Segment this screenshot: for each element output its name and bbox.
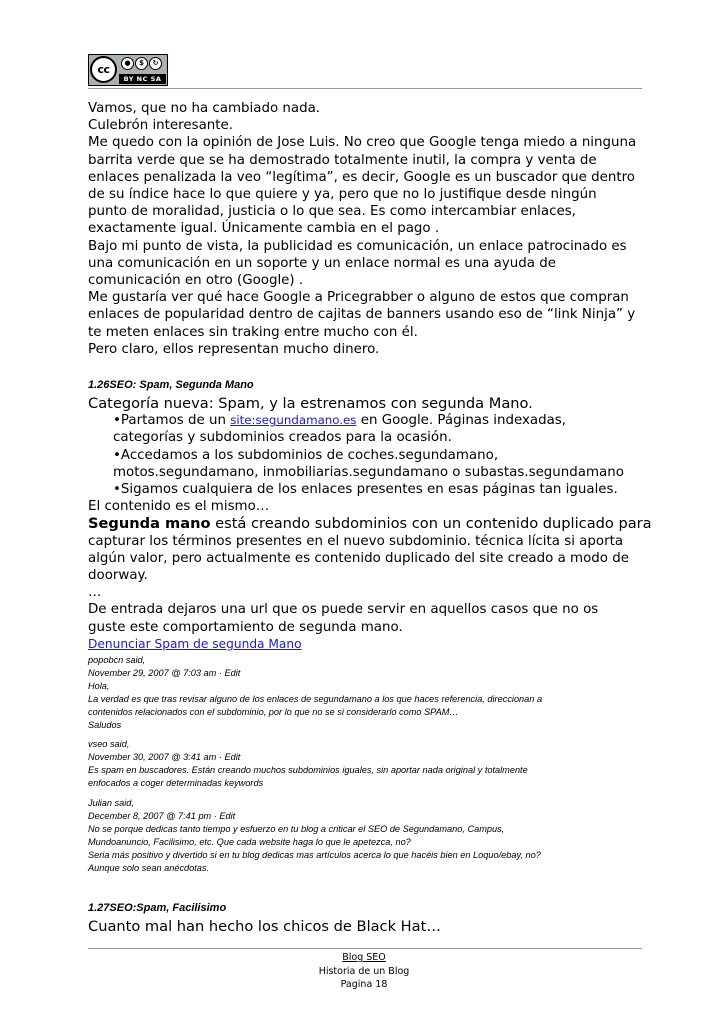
section-lead: Cuanto mal han hecho los chicos de Black Hat… [88, 918, 441, 935]
text-line: … [88, 585, 102, 601]
creative-commons-badge[interactable] [88, 54, 168, 86]
text-line: enlaces de popularidad dentro de cajitas de banners usando eso de “link Ninja” y [88, 307, 636, 323]
bullet-item: •Accedamos a los subdominios de coches.segundamano, [113, 447, 499, 463]
text-line: Segunda mano está creando subdominios con un contenido duplicado para [88, 515, 652, 533]
comment-text: Mundoanuncio, Facilisimo, etc. Que cada website haga lo que le apetezca, no? [88, 836, 411, 847]
comment-meta[interactable]: November 29, 2007 @ 7:03 am · Edit [88, 667, 241, 678]
text-line: Vamos, que no ha cambiado nada. [88, 101, 321, 116]
text-line: De entrada dejaros una url que os puede servir en aquellos casos que no os [88, 602, 599, 618]
section-1-26 [88, 378, 658, 392]
bullet-continuation: categorías y subdominios creados para la ocasión. [113, 430, 452, 446]
comment-3 [88, 797, 658, 874]
report-spam-link[interactable]: Denunciar Spam de segunda Mano [88, 636, 302, 651]
comment-text: La verdad es que tras revisar alguno de los enlaces de segundamano a los que haces referencia, direccionan a [88, 693, 543, 704]
text-line: de su índice hace lo que quiere y ya, pero que no lo justifique desde ningún [88, 187, 597, 203]
section-title: 1.26SEO: Spam, Segunda Mano [88, 379, 254, 391]
text-line: punto de moralidad, justicia o lo que sea. Es como intercambiar enlaces, [88, 204, 576, 220]
intro-text [88, 100, 658, 358]
comment-text: Seria más positivo y divertido si en tu blog dedicas mas artículos acerca lo que hacéis bien en Loquo/ebay, no? [88, 849, 541, 860]
comment-text: enfocados a coger determinadas keywords [88, 777, 264, 788]
section-title: 1.27SEO:Spam, Facilisimo [88, 902, 227, 914]
by-icon: ● [121, 57, 134, 70]
footer-subtitle: Historia de un Blog [318, 965, 410, 977]
comment-text: Es spam en buscadores. Están creando muchos subdominios iguales, sin aportar nada original y totalmente [88, 764, 528, 775]
comment-meta[interactable]: November 30, 2007 @ 3:41 am · Edit [88, 751, 241, 762]
text-line: capturar los términos presentes en el nuevo subdominio. técnica lícita si aporta [88, 533, 624, 549]
comment-author: vseo said, [88, 739, 130, 749]
bullet-item: •Partamos de un site:segundamano.es en Google. Páginas indexadas, [113, 413, 567, 429]
report-line [88, 636, 658, 653]
footer-blog-link[interactable]: Blog SEO [342, 952, 386, 963]
comment-author: Julian said, [88, 798, 134, 808]
text-line: Me gustaría ver qué hace Google a Pricegrabber o alguno de estos que compran [88, 290, 629, 306]
comment-text: Hola, [88, 680, 110, 691]
section-1-27 [88, 901, 658, 915]
text-line: doorway. [88, 568, 148, 584]
comment-2 [88, 738, 658, 790]
header-divider [88, 88, 642, 89]
sa-icon: ↻ [149, 57, 162, 70]
comment-text: No se porque dedicas tanto tiempo y esfuerzo en tu blog a criticar el SEO de Segundamano, Campus, [88, 823, 505, 834]
text-line: exactamente igual. Únicamente cambia en el pago . [88, 221, 440, 237]
bullet-item: •Sigamos cualquiera de los enlaces presentes en esas páginas tan iguales. [113, 482, 618, 498]
footer-divider [88, 948, 642, 949]
bold-lead: Segunda mano [88, 515, 211, 533]
text-line: guste este comportamiento de segunda mano. [88, 619, 403, 635]
page-footer [288, 951, 440, 992]
section-lead: Categoría nueva: Spam, y la estrenamos con segunda Mano. [88, 395, 533, 412]
text-line: Culebrón interesante. [88, 118, 234, 134]
site-search-link[interactable]: site:segundamano.es [230, 413, 357, 428]
text-line: Me quedo con la opinión de Jose Luis. No creo que Google tenga miedo a ninguna [88, 135, 637, 151]
text-line: comunicación en otro (Google) . [88, 273, 304, 289]
comment-text: Saludos [88, 719, 122, 730]
cc-icon: cc [90, 56, 117, 83]
text-line: barrita verde que se ha demostrado totalmente inutil, la compra y venta de [88, 152, 597, 168]
text-line: Pero claro, ellos representan mucho dinero. [88, 341, 380, 357]
section-1-27-body [88, 918, 658, 935]
comment-author: popobcn said, [88, 655, 146, 665]
text-line: te meten enlaces sin traking entre mucho con él. [88, 324, 418, 340]
text-line: algún valor, pero actualmente es contenido duplicado del site creado a modo de [88, 550, 629, 566]
text-line: Bajo mi punto de vista, la publicidad es comunicación, un enlace patrocinado es [88, 238, 627, 254]
comment-text: Aunque solo sean anécdotas. [88, 862, 210, 873]
text-line: una comunicación en un soporte y un enlace normal es una ayuda de [88, 255, 556, 271]
comment-1 [88, 654, 658, 731]
nc-icon: $ [135, 57, 148, 70]
section-1-26-body [88, 395, 658, 653]
text-line: El contenido es el mismo… [88, 499, 270, 515]
comment-meta[interactable]: December 8, 2007 @ 7:41 pm · Edit [88, 810, 236, 821]
comment-text: contenidos relacionados con el subdominio, por lo que no se si considerarlo como SPAM… [88, 706, 459, 717]
bullet-continuation: motos.segundamano, inmobiliarias.segundamano o subastas.segundamano [113, 464, 624, 480]
text-line: enlaces penalizada la veo “legítima”, es decir, Google es un buscador que dentro [88, 169, 635, 185]
license-band: BY NC SA [119, 74, 166, 84]
page-number: Pagina 18 [340, 979, 388, 990]
